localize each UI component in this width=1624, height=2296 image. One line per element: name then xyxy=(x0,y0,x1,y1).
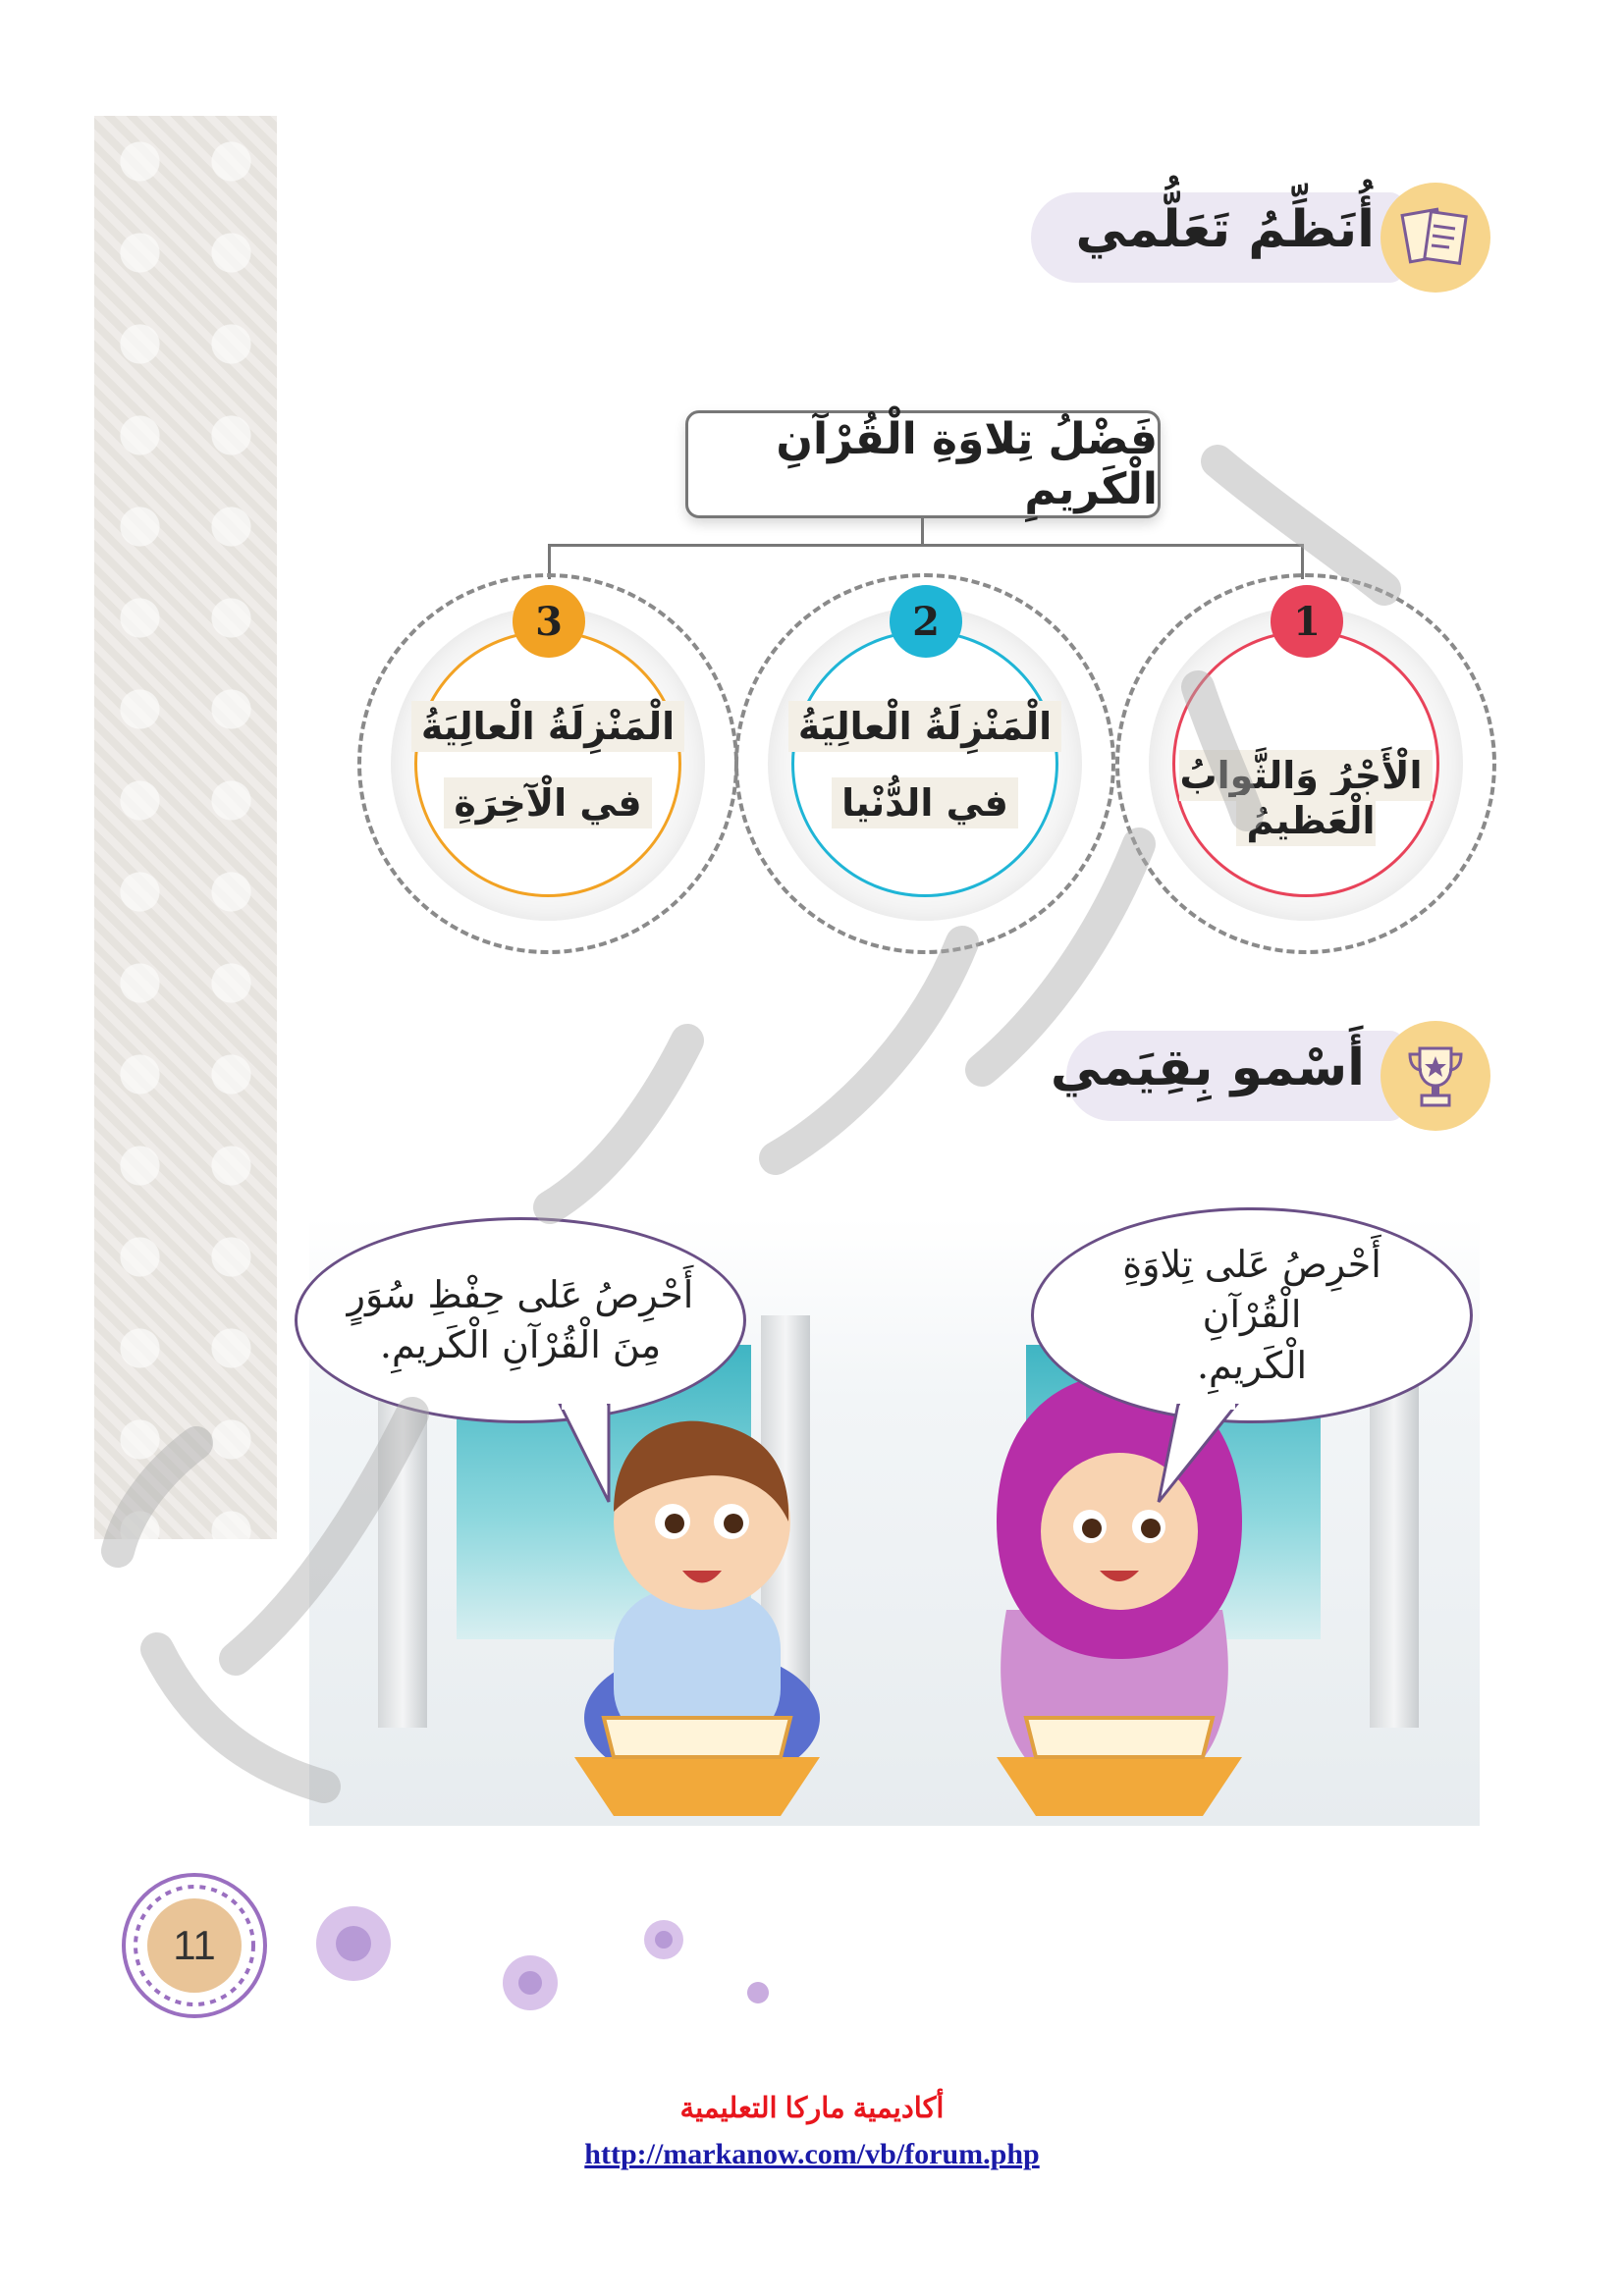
diagram-root-label: فَضْلُ تِلاوَةِ الْقُرْآنِ الْكَريمِ xyxy=(776,414,1158,514)
diagram-node-2 xyxy=(734,573,1115,954)
speech-bubble-girl-tail xyxy=(1149,1404,1247,1512)
footer-link[interactable]: http://markanow.com/vb/forum.php xyxy=(584,2138,1040,2170)
node-number: 1 xyxy=(1271,585,1343,658)
speech-bubble-girl-text: أَحْرِصُ عَلى تِلاوَةِ الْقُرْآنِ الْكَريمِ. xyxy=(1122,1243,1381,1387)
connector-horizontal xyxy=(548,544,1304,547)
diagram-root-box xyxy=(685,410,1161,518)
documents-icon xyxy=(1380,183,1490,293)
section-header-values xyxy=(1050,1021,1492,1131)
decorative-flowers xyxy=(314,1895,785,2012)
page-number: 11 xyxy=(147,1898,242,1993)
speech-bubble-girl xyxy=(1031,1207,1473,1423)
node-number: 3 xyxy=(513,585,585,658)
page-number-badge xyxy=(116,1867,273,2024)
section-title-values: أَسْمو بِقِيَمي xyxy=(1050,1039,1365,1097)
node-label-line1: الْأَجْرُ وَالثَّوابُ الْعَظيمُ xyxy=(1106,754,1506,843)
connector-vertical xyxy=(921,518,924,546)
node-label-line1: الْمَنْزِلَةُ الْعالِيَةُ xyxy=(348,705,748,750)
node-label-line1: الْمَنْزِلَةُ الْعالِيَةُ xyxy=(725,705,1125,750)
speech-bubble-boy xyxy=(295,1217,746,1423)
diagram-node-1 xyxy=(1115,573,1496,954)
section-title-organize: أُنَظِّمُ تَعَلُّمي xyxy=(1075,200,1375,259)
section-header-organize xyxy=(1031,183,1492,293)
diagram-node-3 xyxy=(357,573,738,954)
decorative-side-pattern xyxy=(94,116,277,1539)
speech-bubble-boy-text: أَحْرِصُ عَلى حِفْظِ سُوَرٍ مِنَ الْقُرْآنِ الْكَريمِ. xyxy=(347,1272,694,1366)
trophy-icon xyxy=(1380,1021,1490,1131)
node-number: 2 xyxy=(890,585,962,658)
footer-title: أكاديمية ماركا التعليمية xyxy=(679,2093,945,2124)
speech-bubble-boy-tail xyxy=(550,1404,628,1512)
node-label-line2: في الْآخِرَةِ xyxy=(348,781,748,827)
node-label-line2: في الدُّنْيا xyxy=(725,781,1125,827)
